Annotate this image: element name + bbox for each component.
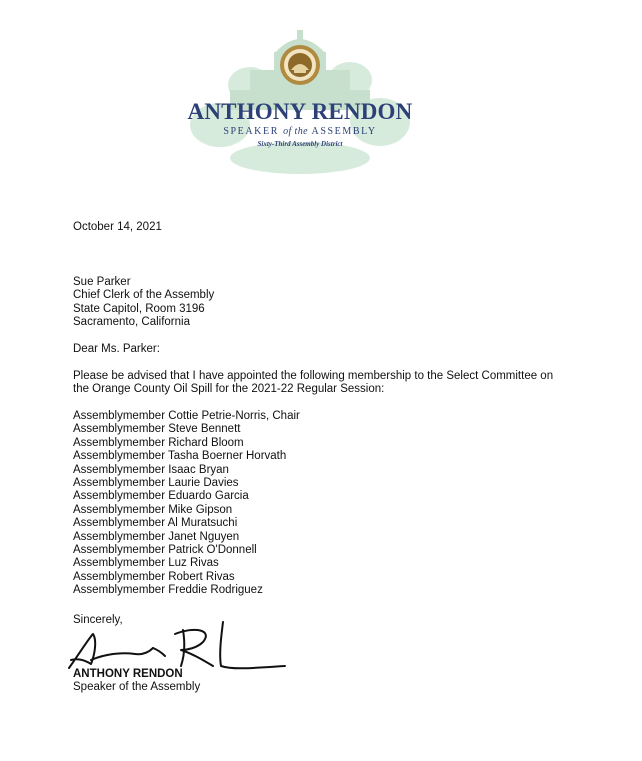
signer-title: Speaker of the Assembly	[73, 681, 201, 694]
letterhead-title: SPEAKER of the ASSEMBLY	[223, 126, 377, 137]
recipient-address	[73, 276, 613, 330]
member-item: Assemblymember Richard Bloom	[73, 436, 244, 449]
closing: Sincerely,	[73, 614, 123, 626]
member-item: Assemblymember Al Muratsuchi	[73, 517, 238, 530]
letterhead-district: Sixty-Third Assembly District	[257, 140, 343, 148]
letter-date: October 14, 2021	[73, 221, 162, 233]
member-item: Assemblymember Janet Nguyen	[73, 530, 240, 543]
signer-block	[73, 668, 613, 695]
member-item: Assemblymember Luz Rivas	[73, 557, 219, 570]
intro-paragraph	[73, 370, 613, 397]
signer-name: ANTHONY RENDON	[73, 668, 183, 680]
recipient-line: Sue Parker	[73, 276, 131, 288]
letterhead-name: ANTHONY RENDON	[187, 99, 413, 124]
member-item: Assemblymember Steve Bennett	[73, 423, 241, 436]
member-item: Assemblymember Laurie Davies	[73, 477, 239, 490]
state-seal-icon	[279, 44, 321, 86]
letterhead	[180, 30, 420, 180]
member-list	[73, 410, 613, 598]
member-item: Assemblymember Eduardo Garcia	[73, 490, 249, 503]
member-item: Assemblymember Freddie Rodriguez	[73, 584, 263, 597]
recipient-line: State Capitol, Room 3196	[73, 302, 205, 315]
recipient-line: Chief Clerk of the Assembly	[73, 289, 215, 302]
member-item: Assemblymember Isaac Bryan	[73, 463, 229, 476]
salutation: Dear Ms. Parker:	[73, 343, 160, 355]
intro-line: Please be advised that I have appointed the following membership to the Select Committee on	[73, 370, 554, 382]
member-item: Assemblymember Cottie Petrie-Norris, Chair	[73, 410, 300, 422]
member-item: Assemblymember Patrick O'Donnell	[73, 544, 257, 557]
intro-line: the Orange County Oil Spill for the 2021-22 Regular Session:	[73, 383, 385, 396]
recipient-line: Sacramento, California	[73, 316, 190, 329]
member-item: Assemblymember Robert Rivas	[73, 570, 235, 583]
member-item: Assemblymember Tasha Boerner Horvath	[73, 450, 287, 463]
member-item: Assemblymember Mike Gipson	[73, 503, 233, 516]
